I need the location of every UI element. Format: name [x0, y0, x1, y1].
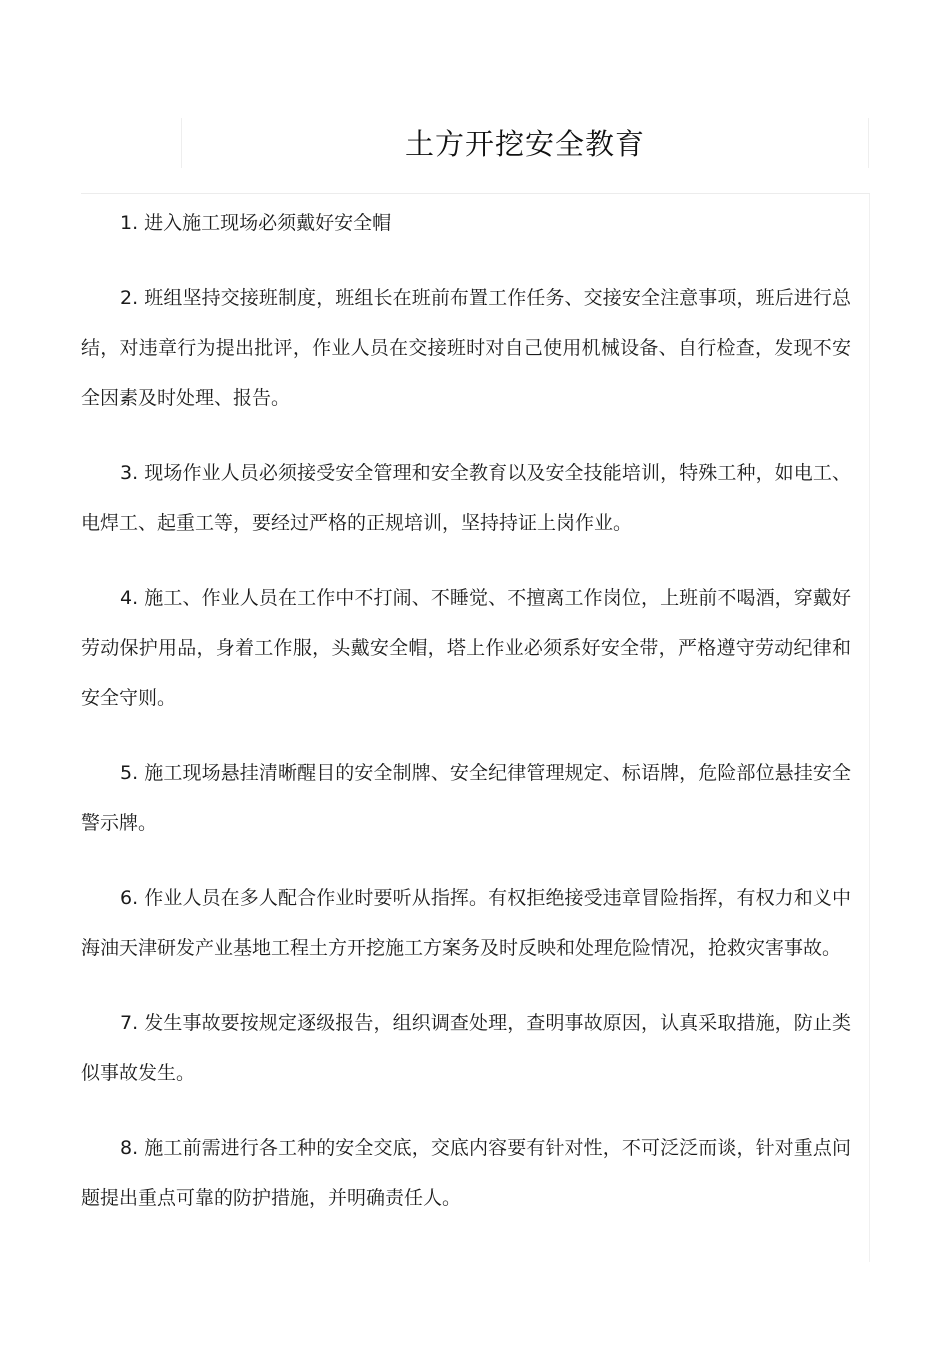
title-divider: [81, 193, 870, 194]
document-title: 土方开挖安全教育: [404, 127, 645, 161]
document-body: [81, 198, 851, 1248]
paragraph-3: 3. 现场作业人员必须接受安全管理和安全教育以及安全技能培训，特殊工种，如电工、电焊工、起重工等，要经过严格的正规培训，坚持持证上岗作业。: [81, 462, 851, 534]
paragraph-6: 6. 作业人员在多人配合作业时要听从指挥。有权拒绝接受违章冒险指挥，有权力和义中海油天津研发产业基地工程土方开挖施工方案务及时反映和处理危险情况，抢救灾害事故。: [81, 887, 851, 959]
paragraph-5: 5. 施工现场悬挂清晰醒目的安全制牌、安全纪律管理规定、标语牌，危险部位悬挂安全警示牌。: [81, 762, 851, 834]
paragraph-2: 2. 班组坚持交接班制度，班组长在班前布置工作任务、交接安全注意事项，班后进行总结，对违章行为提出批评，作业人员在交接班时对自己使用机械设备、自行检查，发现不安全因素及时处理、报告。: [81, 287, 851, 409]
paragraph-8: 8. 施工前需进行各工种的安全交底，交底内容要有针对性，不可泛泛而谈，针对重点问题提出重点可靠的防护措施，并明确责任人。: [81, 1137, 851, 1209]
body-right-border: [869, 194, 870, 1262]
paragraph-4: 4. 施工、作业人员在工作中不打闹、不睡觉、不擅离工作岗位，上班前不喝酒，穿戴好劳动保护用品，身着工作服，头戴安全帽，塔上作业必须系好安全带，严格遵守劳动纪律和安全守则。: [81, 587, 851, 709]
paragraph-7: 7. 发生事故要按规定逐级报告，组织调查处理，查明事故原因，认真采取措施，防止类似事故发生。: [81, 1012, 851, 1084]
paragraph-1: 1. 进入施工现场必须戴好安全帽: [120, 212, 392, 234]
